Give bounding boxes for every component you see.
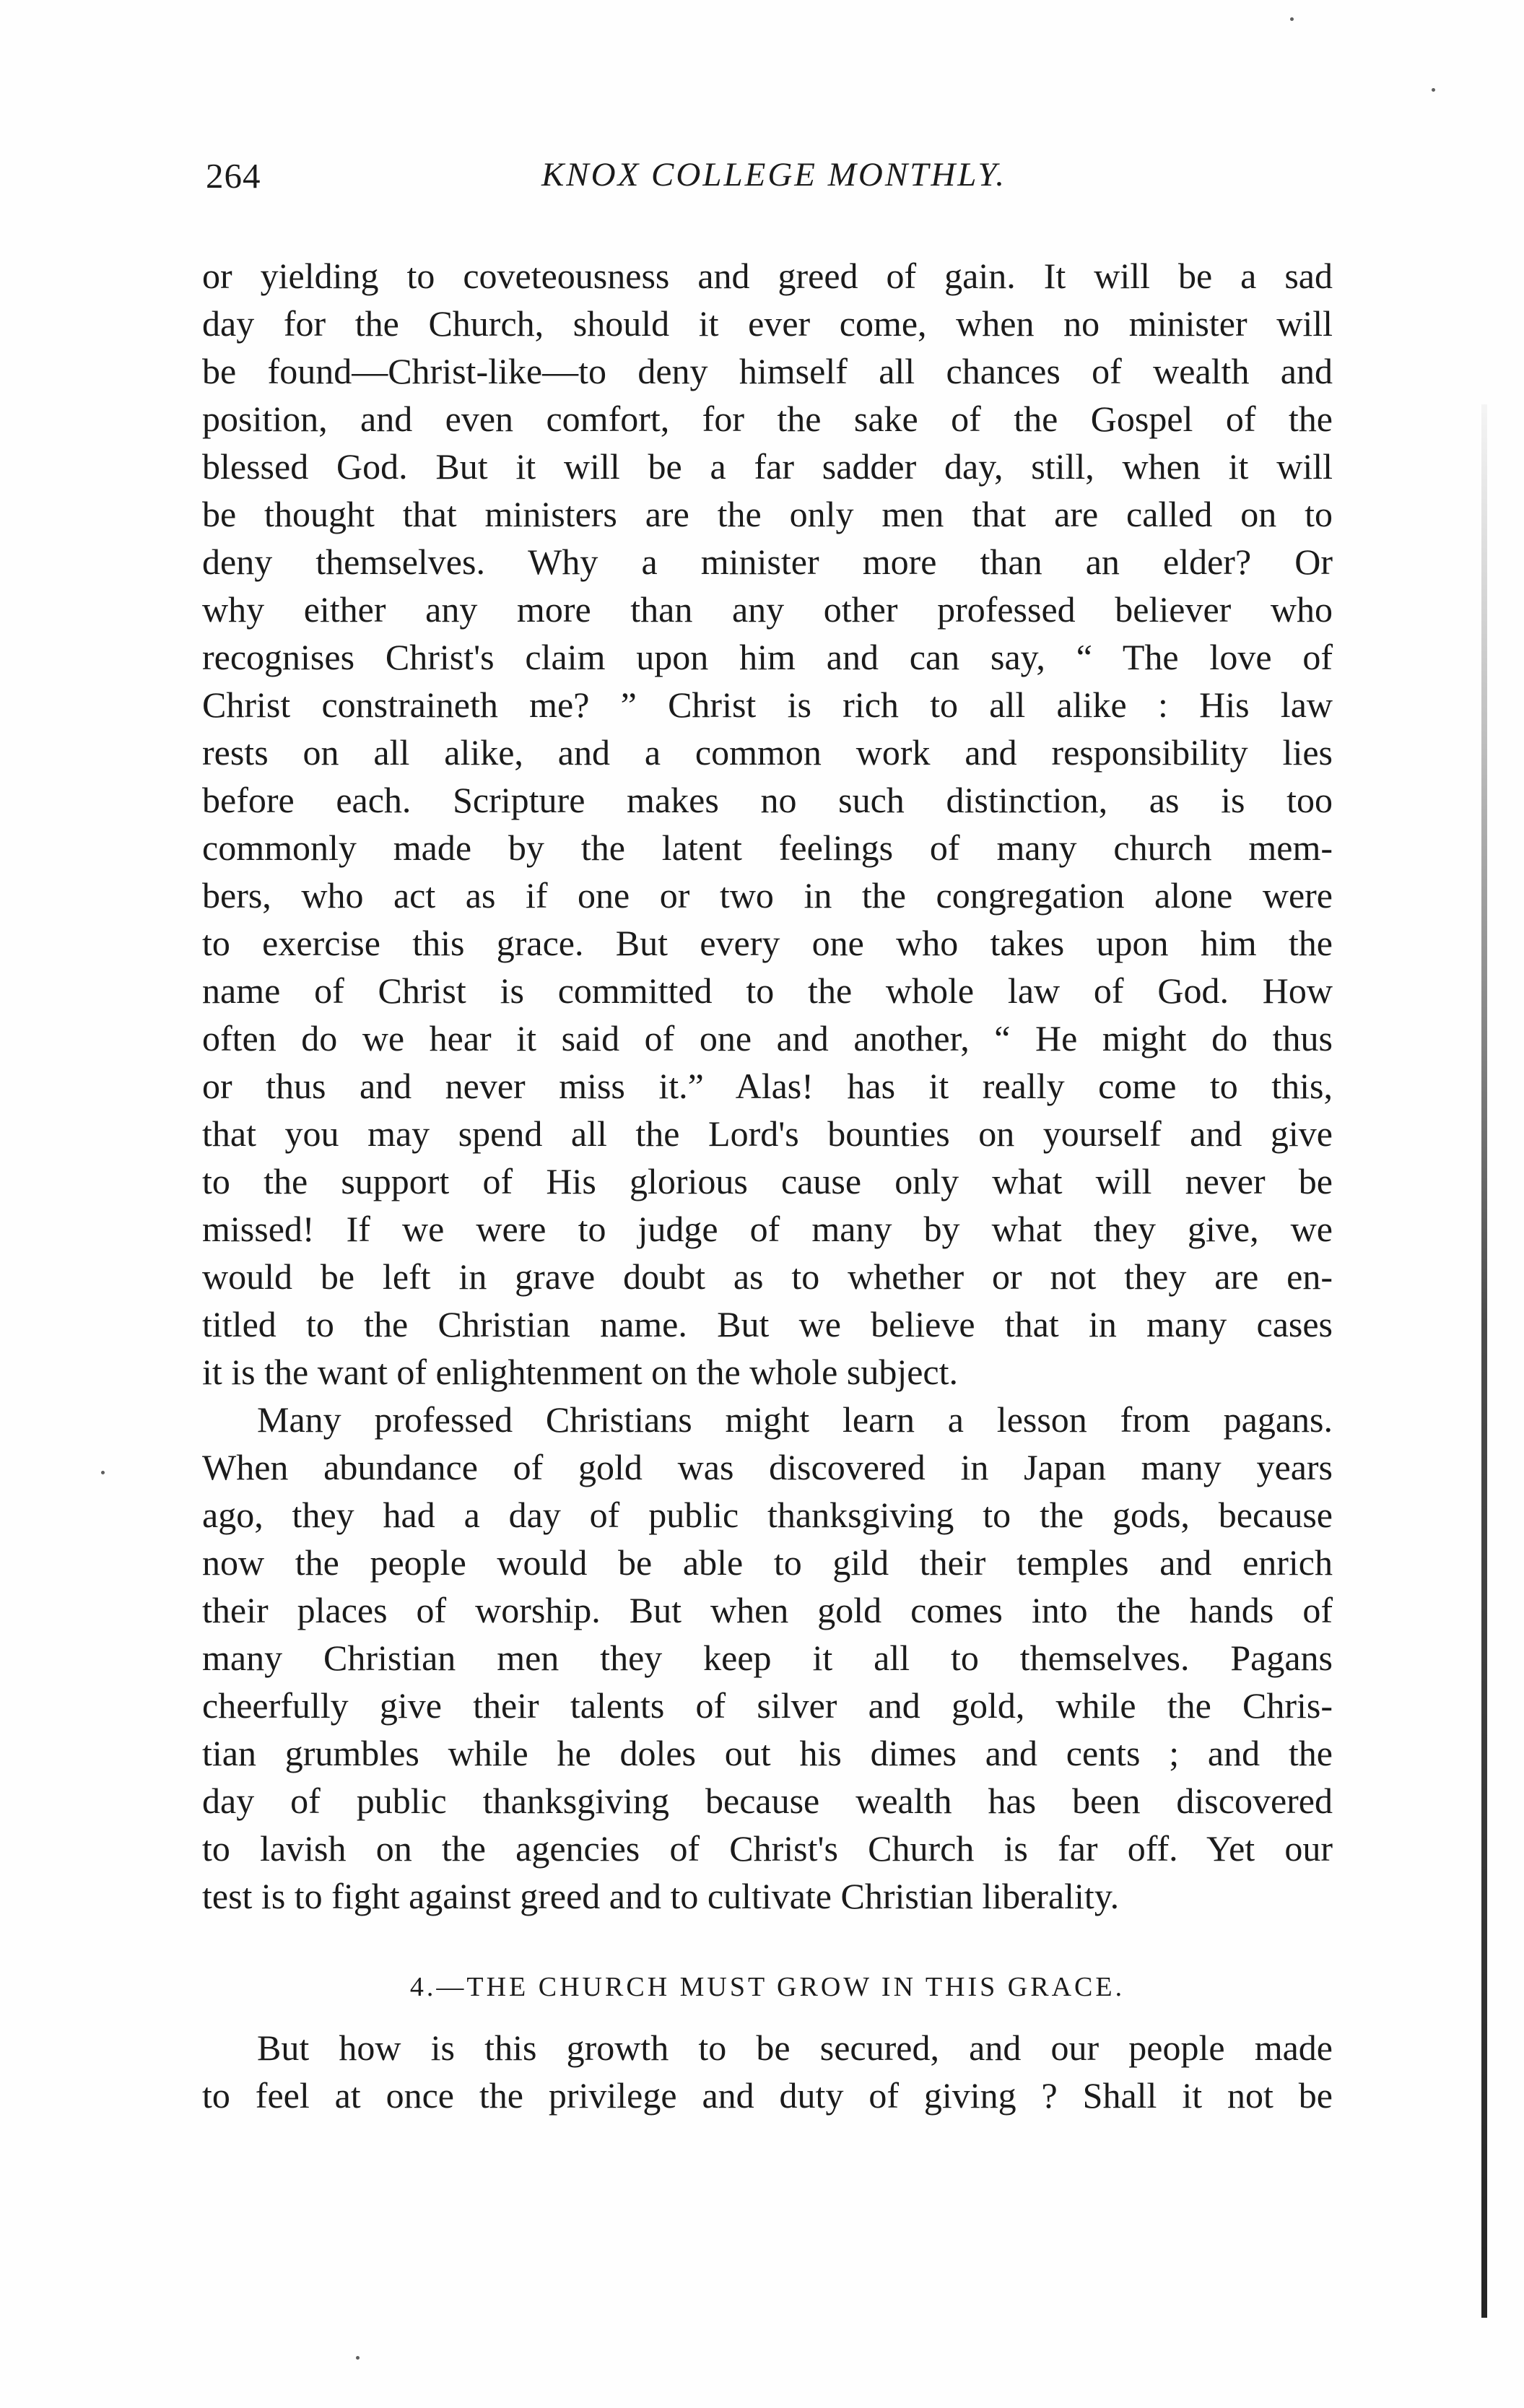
text-line: position, and even comfort, for the sake of the Gospel of the [202,399,1333,439]
page-header [206,148,1332,206]
text-line: recognises Christ's claim upon him and can say, “ The love of [202,637,1333,677]
text-line: Many professed Christians might learn a lesson from pagans. [257,1399,1333,1440]
text-line: blessed God. But it will be a far sadder day, still, when it will [202,446,1333,487]
text-line: bers, who act as if one or two in the congregation alone were [202,875,1333,916]
text-line: to exercise this grace. But every one who takes upon him the [202,923,1333,963]
scan-speck [101,1471,105,1474]
text-line: test is to fight against greed and to cultivate Christian liberality. [202,1876,1120,1916]
text-line: be found—Christ-like—to deny himself all chances of wealth and [202,351,1333,391]
text-line: Christ constraineth me? ” Christ is rich to all alike : His law [202,684,1333,725]
text-line: ago, they had a day of public thanksgiving to the gods, because [202,1495,1333,1535]
scan-speck [1432,88,1435,92]
text-line: name of Christ is committed to the whole law of God. How [202,970,1333,1011]
page-number: 264 [206,156,261,196]
text-line: to lavish on the agencies of Christ's Church is far off. Yet our [202,1828,1333,1869]
text-line: deny themselves. Why a minister more than an elder? Or [202,542,1333,582]
scan-shadow-edge [1481,404,1487,2318]
text-line: now the people would be able to gild their temples and enrich [202,1542,1333,1583]
text-line: many Christian men they keep it all to themselves. Pagans [202,1638,1333,1678]
text-line: When abundance of gold was discovered in Japan many years [202,1447,1333,1487]
section-heading: 4.—THE CHURCH MUST GROW IN THIS GRACE. [409,1972,1125,2002]
text-line: their places of worship. But when gold comes into the hands of [202,1590,1333,1630]
text-line: or yielding to coveteousness and greed of gain. It will be a sad [202,256,1333,296]
text-line: why either any more than any other professed believer who [202,589,1333,630]
text-line: titled to the Christian name. But we believe that in many cases [202,1304,1333,1344]
text-line: be thought that ministers are the only men that are called on to [202,494,1333,534]
text-line: would be left in grave doubt as to whether or not they are en- [202,1256,1333,1297]
scan-speck [1290,17,1294,21]
text-line: cheerfully give their talents of silver and gold, while the Chris- [202,1685,1333,1726]
text-line: missed! If we were to judge of many by what they give, we [202,1209,1333,1249]
running-title: KNOX COLLEGE MONTHLY. [541,156,1007,194]
text-line: day for the Church, should it ever come, when no minister will [202,303,1333,344]
text-line: to feel at once the privilege and duty of giving ? Shall it not be [202,2075,1333,2116]
text-line: day of public thanksgiving because wealth has been discovered [202,1781,1333,1821]
text-line: or thus and never miss it.” Alas! has it really come to this, [202,1066,1333,1106]
text-line: But how is this growth to be secured, and our people made [257,2027,1333,2068]
text-line: commonly made by the latent feelings of many church mem- [202,827,1333,868]
text-line: before each. Scripture makes no such distinction, as is too [202,780,1333,820]
text-line: rests on all alike, and a common work and responsibility lies [202,732,1333,773]
text-line: tian grumbles while he doles out his dimes and cents ; and the [202,1733,1333,1773]
text-line: often do we hear it said of one and another, “ He might do thus [202,1018,1333,1059]
text-line: it is the want of enlightenment on the whole subject. [202,1352,958,1392]
text-line: that you may spend all the Lord's bounties on yourself and give [202,1113,1333,1154]
scan-speck [356,2356,360,2360]
text-line: to the support of His glorious cause only what will never be [202,1161,1333,1201]
